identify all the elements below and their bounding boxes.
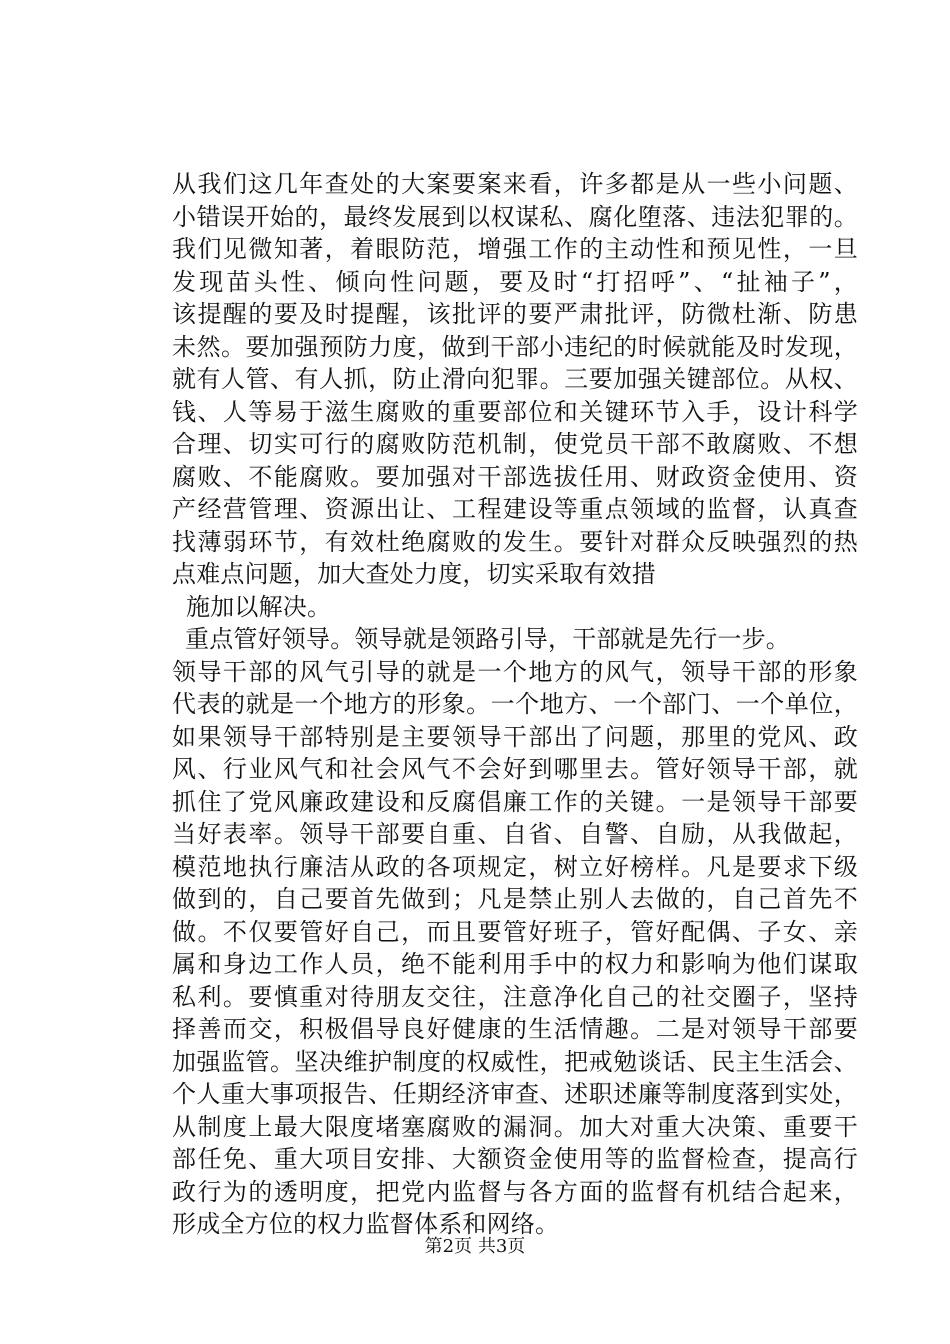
text-line-8: 钱、人等易于滋生腐败的重要部位和关键环节入手，设计科学 — [172, 397, 858, 426]
text-line-17: 代表的就是一个地方的形象。一个地方、一个部门、一个单位， — [172, 690, 858, 718]
text-line-6: 未然。要加强预防力度，做到干部小违纪的时候就能及时发现， — [172, 332, 858, 361]
text-line-24: 做。不仅要管好自己，而且要管好班子，管好配偶、子女、亲 — [172, 917, 858, 946]
text-line-4: 发现苗头性、倾向性问题，要及时“打招呼”、“扯袖子”， — [172, 267, 858, 296]
text-line-9: 合理、切实可行的腐败防范机制，使党员干部不敢腐败、不想 — [172, 430, 858, 458]
text-line-22: 模范地执行廉洁从政的各项规定，树立好榜样。凡是要求下级 — [172, 852, 858, 881]
text-line-30: 从制度上最大限度堵塞腐败的漏洞。加大对重大决策、重要干 — [172, 1112, 858, 1141]
text-line-32: 政行为的透明度，把党内监督与各方面的监督有机结合起来， — [172, 1177, 858, 1206]
text-line-27: 择善而交，积极倡导良好健康的生活情趣。二是对领导干部要 — [172, 1015, 858, 1043]
text-line-3: 我们见微知著，着眼防范，增强工作的主动性和预见性，一旦 — [172, 235, 858, 263]
text-line-19: 风、行业风气和社会风气不会好到哪里去。管好领导干部，就 — [172, 755, 858, 783]
text-line-7: 就有人管、有人抓，防止滑向犯罪。三要加强关键部位。从权、 — [172, 365, 858, 393]
text-line-23: 做到的，自己要首先做到；凡是禁止别人去做的，自己首先不 — [172, 885, 858, 913]
text-line-33: 形成全方位的权力监督体系和网络。 — [172, 1210, 560, 1238]
text-line-31: 部任免、重大项目安排、大额资金使用等的监督检查，提高行 — [172, 1145, 858, 1173]
text-line-1: 从我们这几年查处的大案要案来看，许多都是从一些小问题、 — [172, 170, 858, 198]
text-line-25: 属和身边工作人员，绝不能利用手中的权力和影响为他们谋取 — [172, 950, 858, 978]
text-line-21: 当好表率。领导干部要自重、自省、自警、自励，从我做起， — [172, 820, 858, 848]
text-line-16: 领导干部的风气引导的就是一个地方的风气，领导干部的形象 — [172, 657, 858, 686]
page-number-footer: 第2页 共3页 — [424, 1236, 526, 1257]
paragraph-heading-line: 重点管好领导。领导就是领路引导，干部就是先行一步。 — [185, 625, 790, 653]
text-line-20: 抓住了党风廉政建设和反腐倡廉工作的关键。一是领导干部要 — [172, 787, 858, 816]
text-line-14: 施加以解决。 — [186, 592, 332, 621]
text-line-5: 该提醒的要及时提醒，该批评的要严肃批评，防微杜渐、防患 — [172, 300, 858, 328]
text-line-2: 小错误开始的，最终发展到以权谋私、腐化堕落、违法犯罪的。 — [172, 202, 858, 231]
text-line-18: 如果领导干部特别是主要领导干部出了问题，那里的党风、政 — [172, 722, 858, 751]
text-line-10: 腐败、不能腐败。要加强对干部选拔任用、财政资金使用、资 — [172, 462, 858, 491]
text-line-13: 点难点问题，加大查处力度，切实采取有效措 — [172, 560, 656, 588]
text-line-28: 加强监管。坚决维护制度的权威性，把戒勉谈话、民主生活会、 — [172, 1047, 858, 1076]
document-body — [172, 168, 862, 1241]
text-line-26: 私利。要慎重对待朋友交往，注意净化自己的社交圈子，坚持 — [172, 982, 858, 1011]
text-line-11: 产经营管理、资源出让、工程建设等重点领域的监督，认真查 — [172, 495, 858, 523]
text-line-12: 找薄弱环节，有效杜绝腐败的发生。要针对群众反映强烈的热 — [172, 527, 858, 556]
text-line-29: 个人重大事项报告、任期经济审查、述职述廉等制度落到实处， — [172, 1080, 858, 1108]
